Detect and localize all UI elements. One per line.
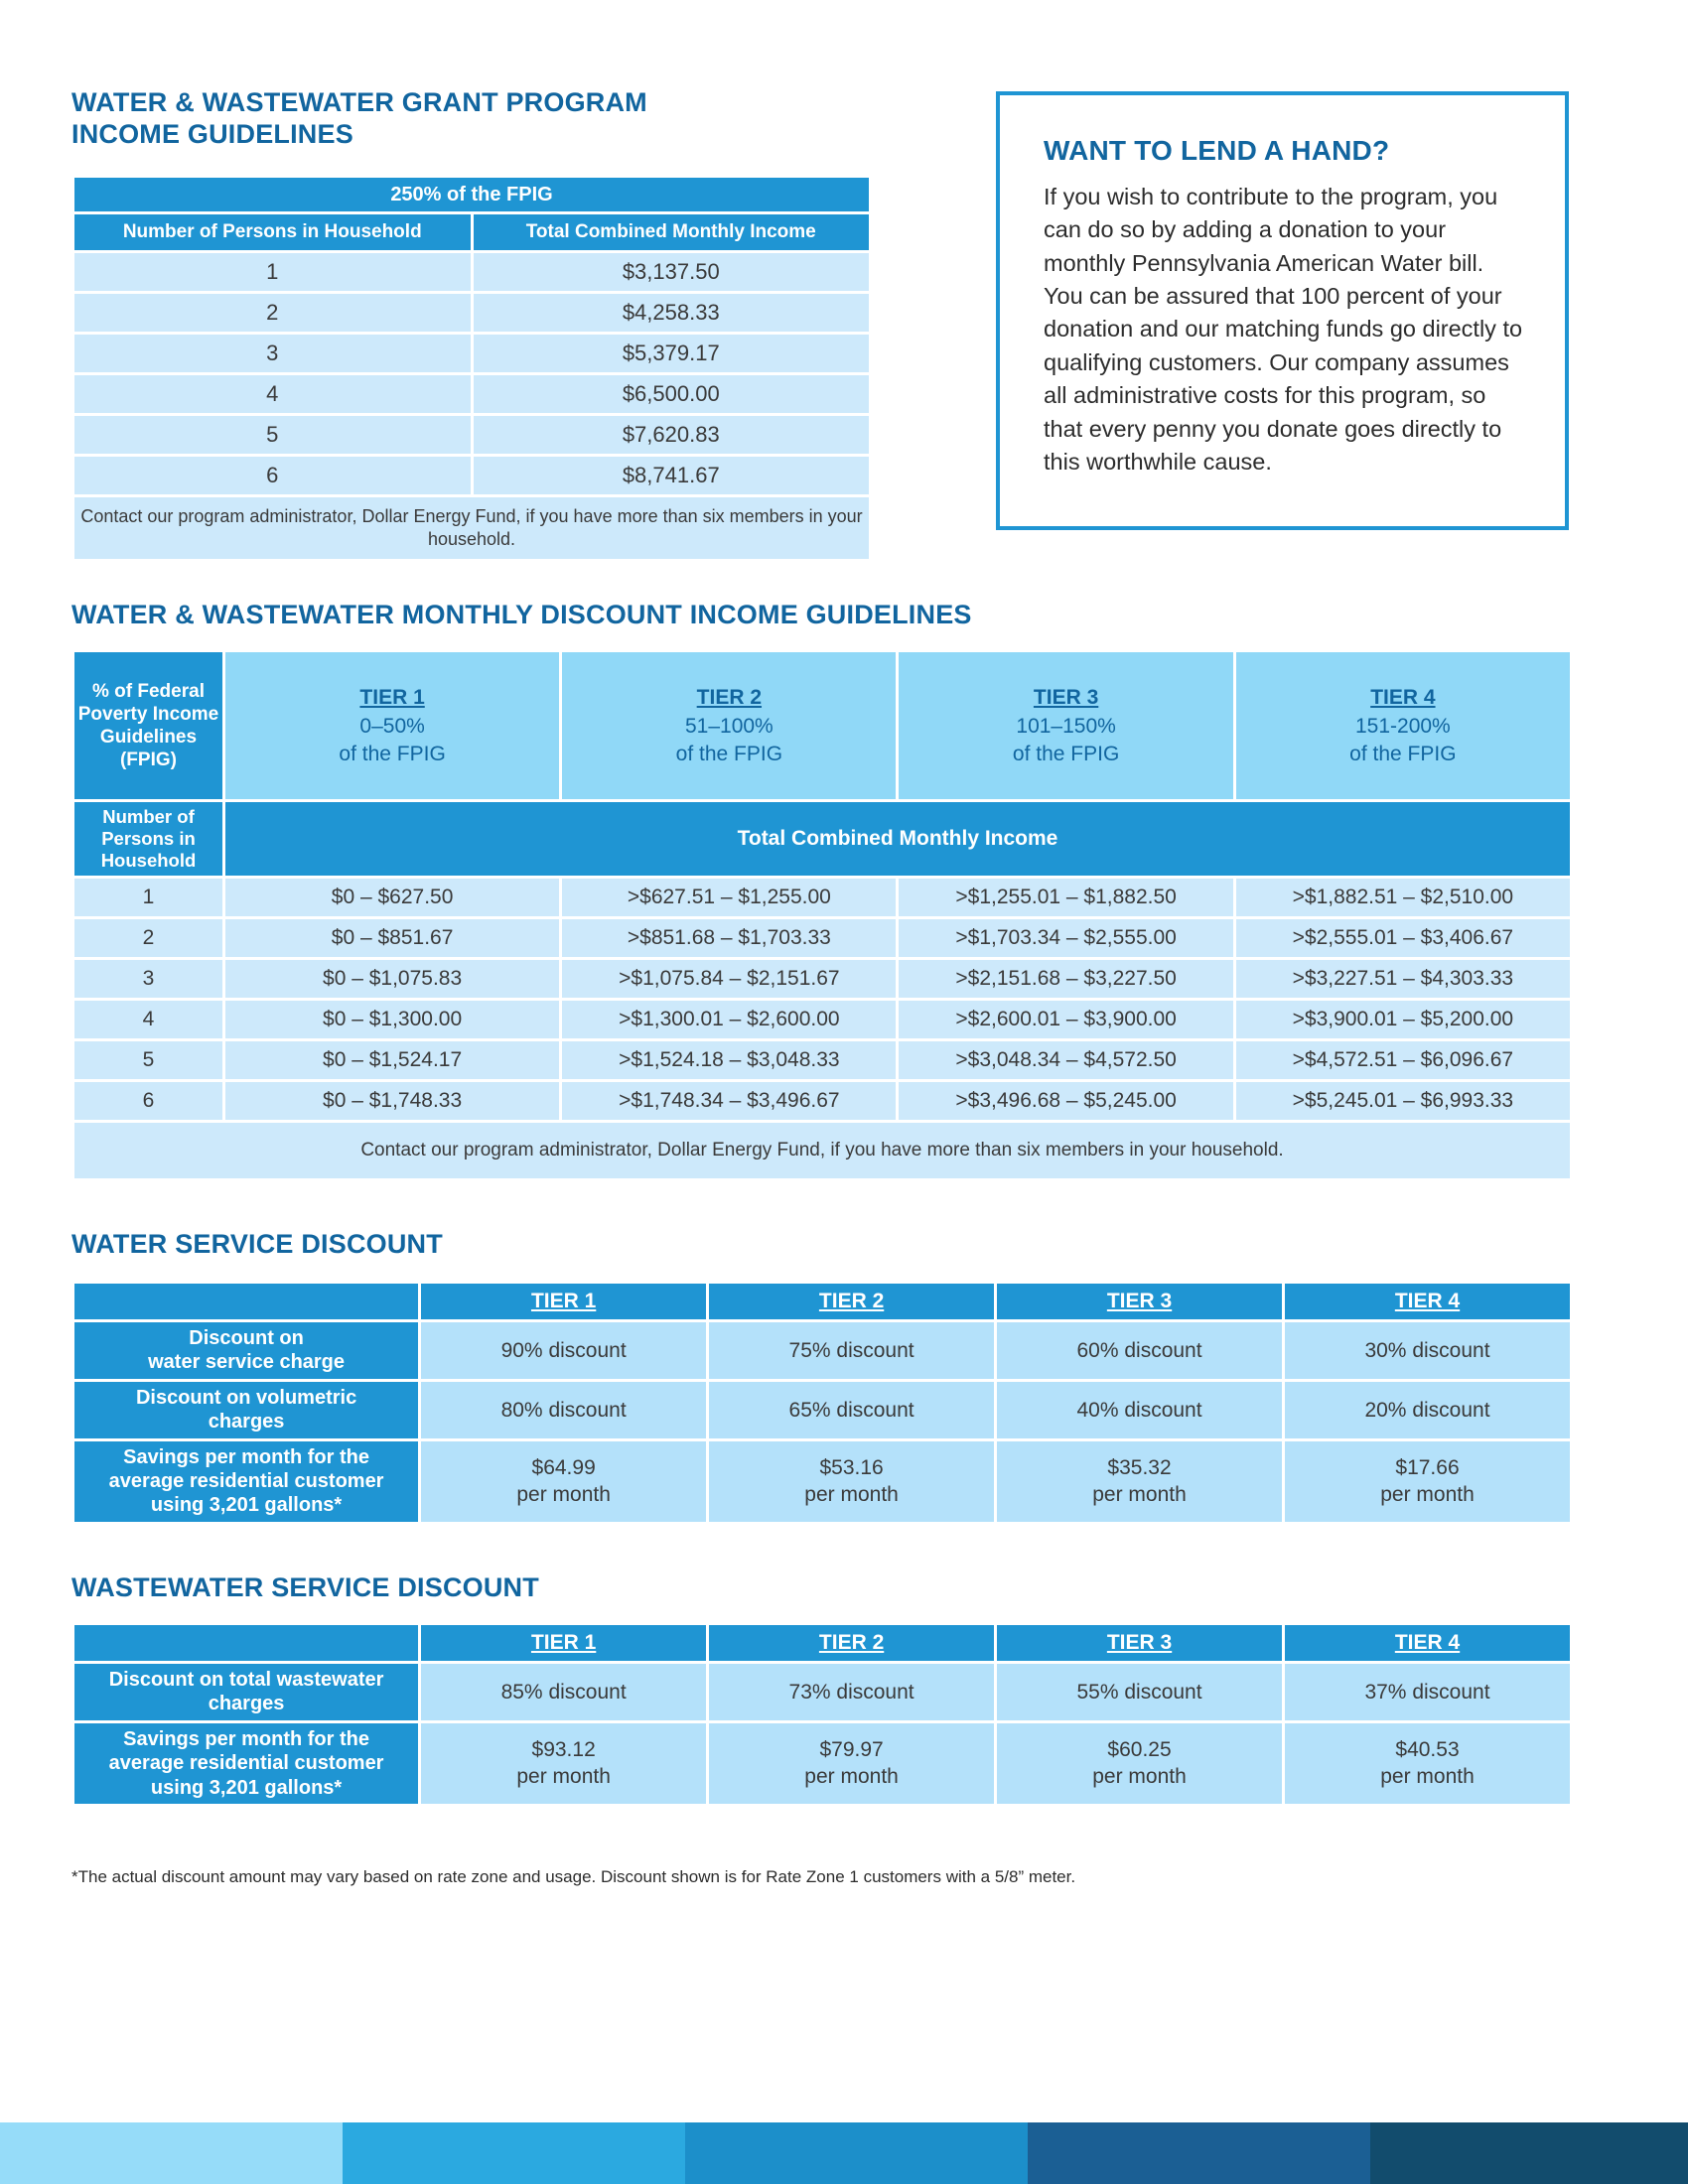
grant-heading-line-1: WATER & WASTEWATER GRANT PROGRAM [71,87,647,117]
cell-income: $5,379.17 [474,335,870,372]
cell-tier-4 [1285,1723,1570,1804]
table-row [74,335,869,372]
table-row [74,294,869,332]
row-label-line-2: charges [208,1411,285,1433]
cell-income: $8,741.67 [474,457,870,494]
cell-persons: 6 [74,457,471,494]
cell-persons: 3 [74,335,471,372]
savings-unit: per month [1092,1483,1187,1507]
table-row [74,1382,1570,1438]
tier-header-3 [899,652,1232,799]
footnote-text: *The actual discount amount may vary based on rate zone and usage. Discount shown is for Rate Zone 1 customers with a 5/8” meter. [71,1867,1076,1886]
row-label-line-2: average residential customer [108,1469,384,1492]
table-title-row [74,178,869,211]
cell-tier-2: 65% discount [709,1382,994,1438]
row-label-total-wastewater [74,1664,418,1720]
cell-tier-1 [421,1723,706,1804]
cell-tier-4: >$3,900.01 – $5,200.00 [1236,1001,1570,1038]
row-label-line-1: Savings per month for the [123,1445,369,1468]
cell-tier-1: $0 – $1,524.17 [225,1041,559,1079]
table-row [74,375,869,413]
grant-heading-line-2: INCOME GUIDELINES [71,118,353,149]
table-row [74,919,1570,957]
savings-unit: per month [516,1765,611,1789]
savings-amount: $35.32 [1107,1455,1172,1479]
cell-persons: 4 [74,1001,222,1038]
tier-1-suffix: of the FPIG [339,742,446,765]
table-row [74,1441,1570,1522]
row-label-line-1: Discount on total wastewater [108,1669,384,1691]
grant-table-note: Contact our program administrator, Dollar Energy Fund, if you have more than six members in your household. [74,497,869,559]
savings-amount: $17.66 [1395,1455,1460,1479]
discount-income-table [71,649,1573,1181]
tier-header-2 [562,652,896,799]
savings-unit: per month [804,1483,899,1507]
table-row [74,1001,1570,1038]
cell-tier-2: >$1,524.18 – $3,048.33 [562,1041,896,1079]
cell-tier-4: >$3,227.51 – $4,303.33 [1236,960,1570,998]
cell-tier-3 [997,1441,1282,1522]
cell-tier-4: >$4,572.51 – $6,096.67 [1236,1041,1570,1079]
row-label-savings [74,1441,418,1522]
tier-header-1: TIER 1 [421,1284,706,1319]
tier-header-3: TIER 3 [997,1284,1282,1319]
cell-income: $7,620.83 [474,416,870,454]
savings-unit: per month [1092,1765,1187,1789]
tier-header-1: TIER 1 [421,1625,706,1661]
tier-4-name: TIER 4 [1370,686,1436,710]
wastewater-service-discount-heading: WASTEWATER SERVICE DISCOUNT [71,1572,539,1602]
cell-tier-2 [709,1723,994,1804]
table-note-row [74,497,869,559]
cell-tier-2: >$1,300.01 – $2,600.00 [562,1001,896,1038]
table-row [74,1082,1570,1120]
callout-title: WANT TO LEND A HAND? [1044,135,1390,166]
cell-tier-3: >$1,255.01 – $1,882.50 [899,879,1232,916]
table-row [74,253,869,291]
savings-amount: $60.25 [1107,1738,1172,1762]
cell-tier-3: 40% discount [997,1382,1282,1438]
bottom-color-bars [0,2122,1688,2184]
row-label-savings [74,1723,418,1804]
cell-tier-4: 20% discount [1285,1382,1570,1438]
cell-tier-1: 85% discount [421,1664,706,1720]
table-row [74,457,869,494]
cell-tier-3: 55% discount [997,1664,1282,1720]
blank-corner-cell [74,1625,418,1661]
callout-body: If you wish to contribute to the program, you can do so by adding a donation to your monthly Pennsylvania American Water bill. You can be assured that 100 percent of your donation and our matching funds go directly to qualifying customers. Our company assumes all administrative costs for this program, so that every penny you donate goes directly to this worthwhile cause. [1044,184,1523,475]
lend-a-hand-callout [996,91,1569,530]
cell-tier-3: >$3,048.34 – $4,572.50 [899,1041,1232,1079]
cell-persons: 1 [74,253,471,291]
fpig-label-text: % of Federal Poverty Income Guidelines (FPIG) [77,680,219,771]
savings-unit: per month [1380,1483,1475,1507]
tier-header-1 [225,652,559,799]
grant-income-table [71,175,872,562]
combined-income-title: Total Combined Monthly Income [225,802,1570,876]
grant-table-title: 250% of the FPIG [74,178,869,211]
tier-header-2: TIER 2 [709,1284,994,1319]
cell-persons: 5 [74,1041,222,1079]
tier-header-row [74,1284,1570,1319]
tier-2-suffix: of the FPIG [675,742,783,765]
table-row [74,879,1570,916]
savings-unit: per month [1380,1765,1475,1789]
wastewater-service-discount-table [71,1622,1573,1807]
bottom-bar-1 [0,2122,343,2184]
row-label-line-2: water service charge [148,1351,346,1374]
cell-tier-3: 60% discount [997,1322,1282,1379]
column-header-persons: Number of Persons in Household [74,214,471,250]
savings-amount: $40.53 [1395,1738,1460,1762]
cell-tier-1 [421,1441,706,1522]
fpig-label [74,652,222,799]
cell-persons: 5 [74,416,471,454]
cell-tier-4 [1285,1441,1570,1522]
bottom-bar-5 [1370,2122,1688,2184]
cell-tier-1: 90% discount [421,1322,706,1379]
tier-1-range: 0–50% [359,715,425,739]
cell-tier-1: $0 – $627.50 [225,879,559,916]
tier-header-row [74,1625,1570,1661]
cell-tier-2: >$1,075.84 – $2,151.67 [562,960,896,998]
table-header-row [74,214,869,250]
bottom-bar-4 [1028,2122,1370,2184]
cell-tier-2: 75% discount [709,1322,994,1379]
cell-tier-3: >$3,496.68 – $5,245.00 [899,1082,1232,1120]
discount-income-heading: WATER & WASTEWATER MONTHLY DISCOUNT INCOME GUIDELINES [71,600,972,629]
row-label-line-2: average residential customer [108,1752,384,1775]
cell-tier-3: >$1,703.34 – $2,555.00 [899,919,1232,957]
row-label-line-2: charges [208,1693,285,1715]
cell-income: $3,137.50 [474,253,870,291]
cell-tier-1: $0 – $851.67 [225,919,559,957]
row-label-line-1: Discount on volumetric [135,1386,357,1409]
cell-tier-2 [709,1441,994,1522]
table-row [74,960,1570,998]
table-row [74,1664,1570,1720]
cell-tier-1: 80% discount [421,1382,706,1438]
table-row [74,1041,1570,1079]
cell-persons: 2 [74,294,471,332]
row-label-service-charge [74,1322,418,1379]
row-label-line-1: Savings per month for the [123,1727,369,1750]
cell-persons: 2 [74,919,222,957]
tier-header-3: TIER 3 [997,1625,1282,1661]
savings-amount: $79.97 [819,1738,884,1762]
tier-4-suffix: of the FPIG [1349,742,1457,765]
cell-persons: 3 [74,960,222,998]
cell-persons: 4 [74,375,471,413]
cell-tier-1: $0 – $1,748.33 [225,1082,559,1120]
savings-amount: $93.12 [531,1738,596,1762]
tier-header-4: TIER 4 [1285,1625,1570,1661]
tier-3-range: 101–150% [1016,715,1116,739]
cell-persons: 6 [74,1082,222,1120]
cell-tier-4: >$5,245.01 – $6,993.33 [1236,1082,1570,1120]
cell-tier-4: >$1,882.51 – $2,510.00 [1236,879,1570,916]
cell-tier-2: >$1,748.34 – $3,496.67 [562,1082,896,1120]
cell-tier-4: 37% discount [1285,1664,1570,1720]
table-note-row [74,1123,1570,1178]
cell-tier-1: $0 – $1,075.83 [225,960,559,998]
combined-income-header-row [74,802,1570,876]
tier-3-suffix: of the FPIG [1012,742,1120,765]
cell-tier-2: >$851.68 – $1,703.33 [562,919,896,957]
blank-corner-cell [74,1284,418,1319]
tier-2-name: TIER 2 [696,686,763,710]
tier-4-range: 151-200% [1354,715,1451,739]
row-label-line-1: Discount on [189,1327,304,1349]
tier-3-name: TIER 3 [1033,686,1099,710]
tier-1-name: TIER 1 [359,686,425,710]
bottom-bar-3 [685,2122,1028,2184]
savings-unit: per month [804,1765,899,1789]
cell-income: $6,500.00 [474,375,870,413]
tier-header-4 [1236,652,1570,799]
row-label-volumetric [74,1382,418,1438]
table-row [74,1723,1570,1804]
row-label-line-3: using 3,201 gallons* [150,1776,343,1799]
cell-tier-4: >$2,555.01 – $3,406.67 [1236,919,1570,957]
tier-2-range: 51–100% [684,715,774,739]
grant-program-heading [71,87,767,151]
table-row [74,416,869,454]
tier-header-4: TIER 4 [1285,1284,1570,1319]
savings-unit: per month [516,1483,611,1507]
cell-tier-3 [997,1723,1282,1804]
water-service-discount-table [71,1281,1573,1525]
tier-header-2: TIER 2 [709,1625,994,1661]
cell-tier-4: 30% discount [1285,1322,1570,1379]
tier-header-row [74,652,1570,799]
cell-tier-2: 73% discount [709,1664,994,1720]
savings-amount: $53.16 [819,1455,884,1479]
cell-tier-3: >$2,151.68 – $3,227.50 [899,960,1232,998]
cell-tier-1: $0 – $1,300.00 [225,1001,559,1038]
persons-column-header: Number of Persons in Household [74,802,222,876]
cell-income: $4,258.33 [474,294,870,332]
discount-table-note: Contact our program administrator, Dollar Energy Fund, if you have more than six members in your household. [74,1123,1570,1178]
water-service-discount-heading: WATER SERVICE DISCOUNT [71,1229,443,1259]
row-label-line-3: using 3,201 gallons* [150,1494,343,1517]
bottom-bar-2 [343,2122,685,2184]
cell-tier-2: >$627.51 – $1,255.00 [562,879,896,916]
column-header-income: Total Combined Monthly Income [474,214,870,250]
savings-amount: $64.99 [531,1455,596,1479]
cell-tier-3: >$2,600.01 – $3,900.00 [899,1001,1232,1038]
table-row [74,1322,1570,1379]
cell-persons: 1 [74,879,222,916]
